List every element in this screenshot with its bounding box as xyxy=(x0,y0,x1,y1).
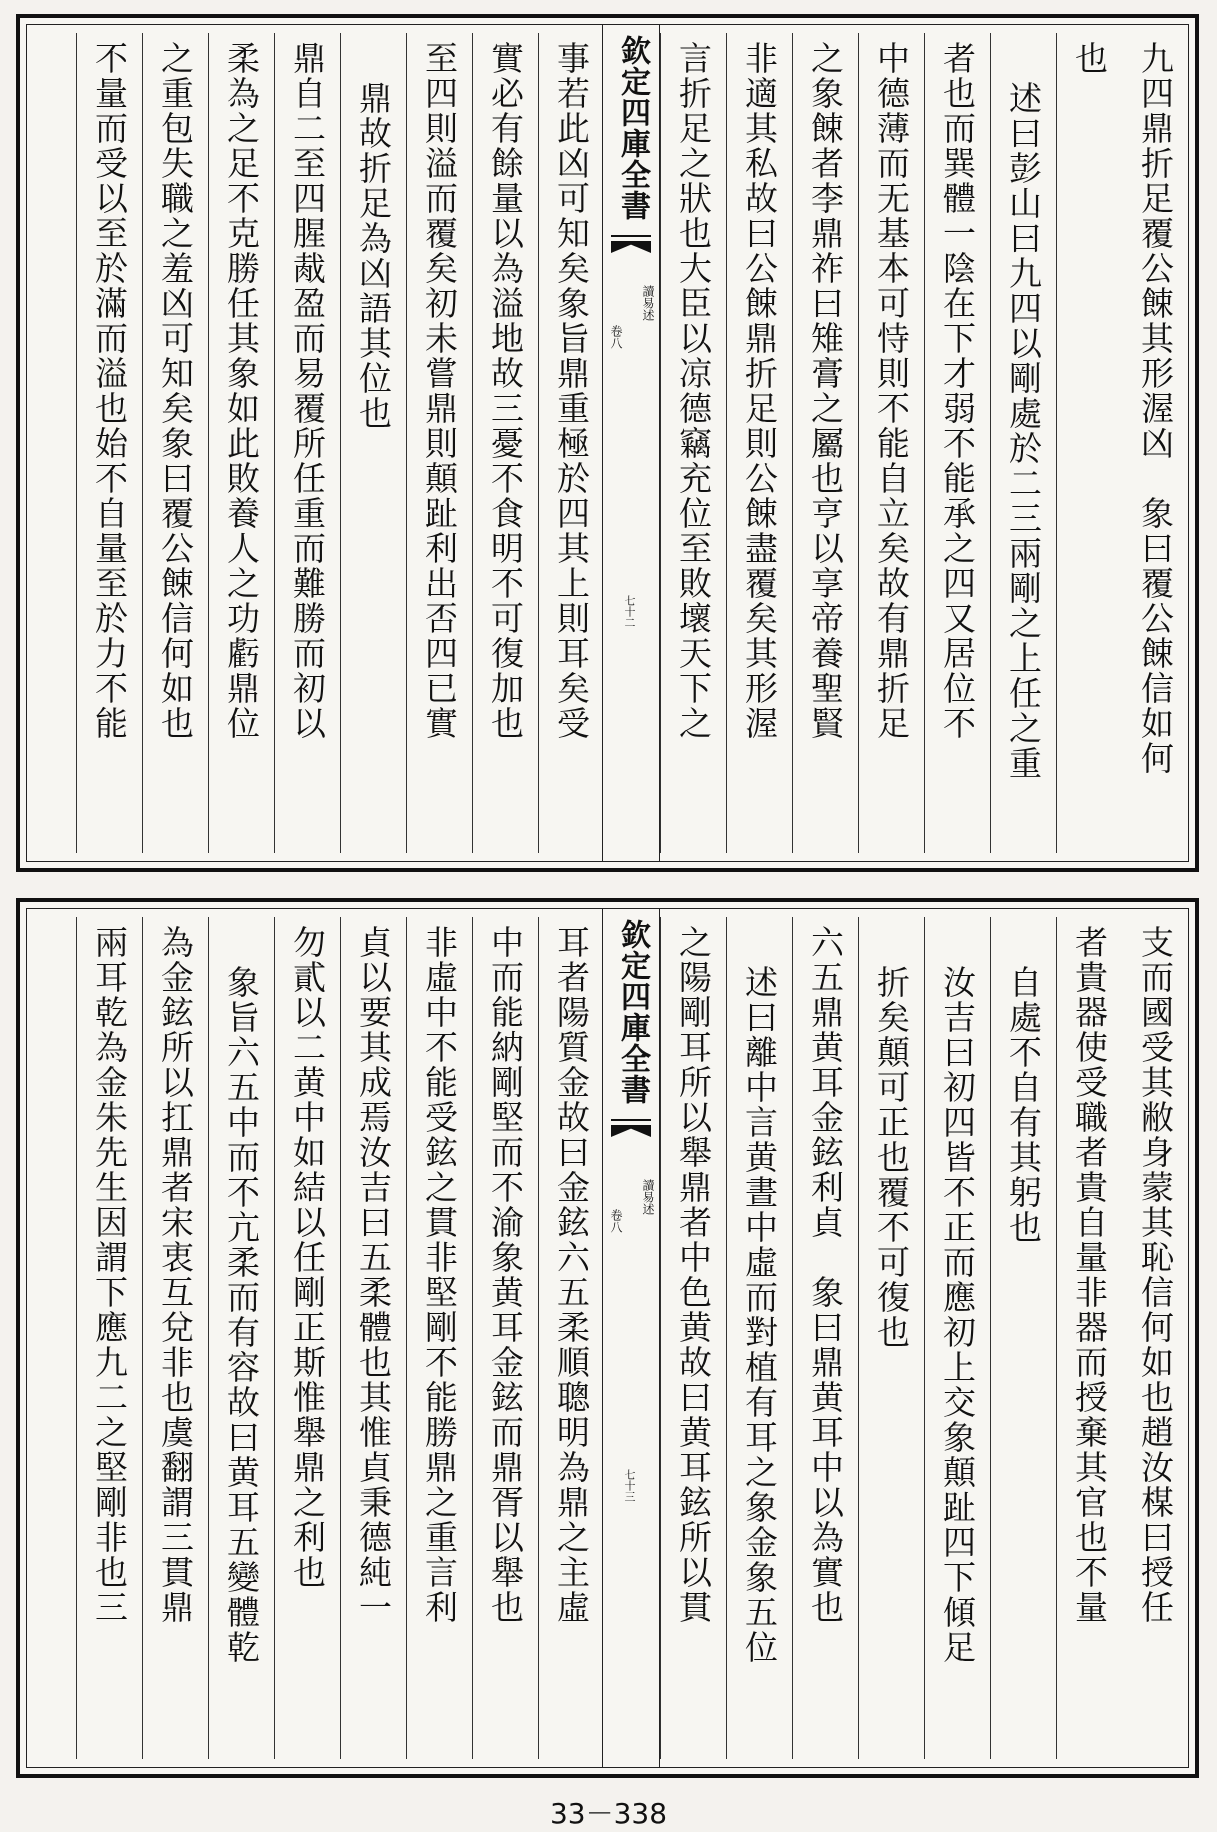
page-bottom-frame xyxy=(26,908,1189,1768)
text-column: 九四鼎折足覆公餗其形渥凶 象曰覆公餗信如何 xyxy=(1136,41,1175,776)
text-column: 者貴器使受職者貴自量非器而授棄其官也不量 xyxy=(1056,917,1122,1759)
text-column: 述曰離中言黄晝中虛而對植有耳之象金象五位 xyxy=(726,917,792,1759)
text-column: 中德薄而无基本可恃則不能自立矣故有鼎折足 xyxy=(858,33,924,853)
footer-page-code: 33－338 xyxy=(549,1797,668,1830)
text-column: 象旨六五中而不亢柔而有容故曰黄耳五變體乾 xyxy=(208,917,274,1759)
center-margin xyxy=(602,25,660,861)
text-column: 者也而巽體一陰在下才弱不能承之四又居位不 xyxy=(924,33,990,853)
text-column: 自處不自有其躬也 xyxy=(990,917,1056,1759)
page-top xyxy=(16,14,1199,872)
text-column: 兩耳乾為金朱先生因謂下應九二之堅剛非也三 xyxy=(76,917,142,1759)
text-column: 鼎故折足為凶語其位也 xyxy=(340,33,406,853)
text-column: 也 xyxy=(1056,33,1122,853)
text-column: 汝吉曰初四皆不正而應初上交象顛趾四下傾足 xyxy=(924,917,990,1759)
center-margin xyxy=(602,909,660,1767)
book-title: 欽定四庫全書 xyxy=(615,35,650,221)
text-column: 之重包失職之羞凶可知矣象曰覆公餗信何如也 xyxy=(142,33,208,853)
text-column: 貞以要其成焉汝吉曰五柔體也其惟貞秉德純一 xyxy=(340,917,406,1759)
text-column: 之陽剛耳所以舉鼎者中色黄故曰黄耳鉉所以貫 xyxy=(660,917,726,1759)
book-subtitle: 讀易述 xyxy=(641,1179,655,1215)
text-column: 耳者陽質金故曰金鉉六五柔順聰明為鼎之主虛 xyxy=(538,917,604,1759)
book-title: 欽定四庫全書 xyxy=(615,919,650,1105)
text-column: 非虛中不能受鉉之貫非堅剛不能勝鼎之重言利 xyxy=(406,917,472,1759)
fish-tail-mark xyxy=(611,235,651,265)
text-column: 勿貳以二黄中如結以任剛正斯惟舉鼎之利也 xyxy=(274,917,340,1759)
page-number: 七十二 xyxy=(623,595,636,628)
text-column: 中而能納剛堅而不渝象黄耳金鉉而鼎胥以舉也 xyxy=(472,917,538,1759)
text-column: 柔為之足不克勝任其象如此敗養人之功虧鼎位 xyxy=(208,33,274,853)
text-column: 述曰彭山曰九四以剛處於二三兩剛之上任之重 xyxy=(990,33,1056,853)
text-column: 支而國受其敝身蒙其恥信何如也趙汝楳曰授任 xyxy=(1136,925,1175,1625)
text-column: 至四則溢而覆矣初未嘗鼎則顛趾利出否四已實 xyxy=(406,33,472,853)
text-column: 之象餗者李鼎祚曰雉膏之屬也亨以享帝養聖賢 xyxy=(792,33,858,853)
book-subtitle: 讀易述 xyxy=(641,285,655,321)
volume-label: 卷八 xyxy=(609,325,623,349)
page-number: 七十三 xyxy=(623,1469,636,1502)
text-column: 言折足之狀也大臣以凉德竊充位至敗壞天下之 xyxy=(660,33,726,853)
volume-label: 卷八 xyxy=(609,1209,623,1233)
page-top-frame xyxy=(26,24,1189,862)
text-column: 不量而受以至於滿而溢也始不自量至於力不能 xyxy=(76,33,142,853)
text-column: 為金鉉所以扛鼎者宋衷互兌非也虞翻謂三貫鼎 xyxy=(142,917,208,1759)
text-column: 折矣顛可正也覆不可復也 xyxy=(858,917,924,1759)
fish-tail-mark xyxy=(611,1119,651,1149)
text-column: 事若此凶可知矣象旨鼎重極於四其上則耳矣受 xyxy=(538,33,604,853)
text-column: 非適其私故曰公餗鼎折足則公餗盡覆矣其形渥 xyxy=(726,33,792,853)
page-bottom xyxy=(16,898,1199,1778)
text-column: 鼎自二至四腥胾盈而易覆所任重而難勝而初以 xyxy=(274,33,340,853)
text-column: 實必有餘量以為溢地故三憂不食明不可復加也 xyxy=(472,33,538,853)
text-column: 六五鼎黄耳金鉉利貞 象曰鼎黄耳中以為實也 xyxy=(792,917,858,1759)
